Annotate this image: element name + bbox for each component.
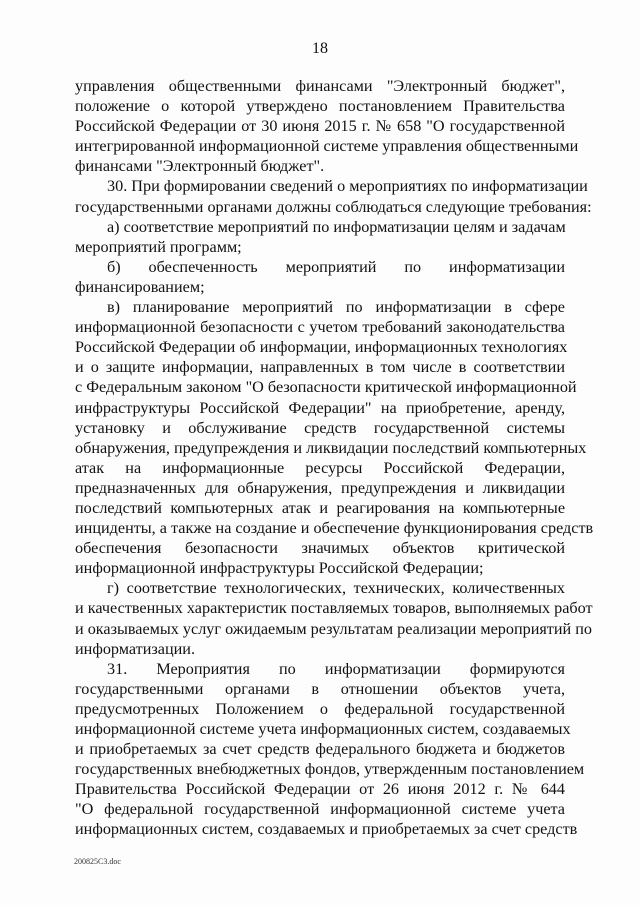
text-line: Российской Федерации об информации, информационных технологиях <box>75 338 568 357</box>
text-line: установку и обслуживание средств государственной системы <box>75 418 565 437</box>
text-line: мероприятий программ; <box>75 237 242 256</box>
text-line: предназначенных для обнаружения, предупреждения и ликвидации <box>75 478 565 497</box>
text-line: в) планирование мероприятий по информатизации в сфере <box>107 298 565 317</box>
text-line: б) обеспеченность мероприятий по информатизации <box>107 257 565 276</box>
text-line: г) соответствие технологических, технических, количественных <box>107 579 565 598</box>
text-line: и о защите информации, направленных в том числе в соответствии <box>75 358 565 377</box>
text-line: 31. Мероприятия по информатизации формируются <box>107 659 565 678</box>
text-line: и качественных характеристик поставляемых товаров, выполняемых работ <box>75 599 593 618</box>
text-line: финансами "Электронный бюджет". <box>75 157 325 176</box>
text-line: Правительства Российской Федерации от 26 июня 2012 г. № 644 <box>75 780 565 799</box>
document-body <box>75 76 594 840</box>
text-line: финансированием; <box>75 277 205 296</box>
page-number: 18 <box>312 40 328 57</box>
text-line: обеспечения безопасности значимых объектов критической <box>75 539 565 558</box>
file-name-footer: 200825C3.doc <box>74 857 121 866</box>
text-line: 30. При формировании сведений о мероприятиях по информатизации <box>107 177 588 196</box>
text-line: государственными органами должны соблюдаться следующие требования: <box>75 197 592 216</box>
text-line: положение о которой утверждено постановлением Правительства <box>75 97 565 116</box>
text-line: интегрированной информационной системе управления общественными <box>75 137 579 156</box>
text-line: обнаружения, предупреждения и ликвидации последствий компьютерных <box>75 438 587 457</box>
text-line: атак на информационные ресурсы Российской Федерации, <box>75 458 565 477</box>
text-line: и оказываемых услуг ожидаемым результатам реализации мероприятий по <box>75 619 593 638</box>
text-line: инциденты, а также на создание и обеспечение функционирования средств <box>75 519 594 538</box>
text-line: информационных систем, создаваемых и приобретаемых за счет средств <box>75 820 578 839</box>
text-line: последствий компьютерных атак и реагирования на компьютерные <box>75 498 565 517</box>
text-line: информационной системе учета информационных систем, создаваемых <box>75 720 571 738</box>
text-line: "О федеральной государственной информационной системе учета <box>75 800 565 819</box>
text-line: информационной инфраструктуры Российской Федерации; <box>75 559 484 578</box>
text-line: а) соответствие мероприятий по информатизации целям и задачам <box>107 217 566 236</box>
text-line: информационной безопасности с учетом требований законодательства <box>75 318 565 337</box>
text-line: управления общественными финансами "Электронный бюджет", <box>75 77 565 95</box>
text-line: предусмотренных Положением о федеральной государственной <box>75 699 565 718</box>
text-line: с Федеральным законом "О безопасности критической информационной <box>75 378 577 397</box>
text-line: инфраструктуры Российской Федерации" на приобретение, аренду, <box>75 398 565 417</box>
text-line: государственных внебюджетных фондов, утвержденным постановлением <box>75 760 585 779</box>
text-line: и приобретаемых за счет средств федерального бюджета и бюджетов <box>75 740 565 759</box>
text-line: информатизации. <box>75 639 196 658</box>
text-line: государственными органами в отношении объектов учета, <box>75 679 565 698</box>
text-line: Российской Федерации от 30 июня 2015 г. № 658 "О государственной <box>75 117 565 136</box>
